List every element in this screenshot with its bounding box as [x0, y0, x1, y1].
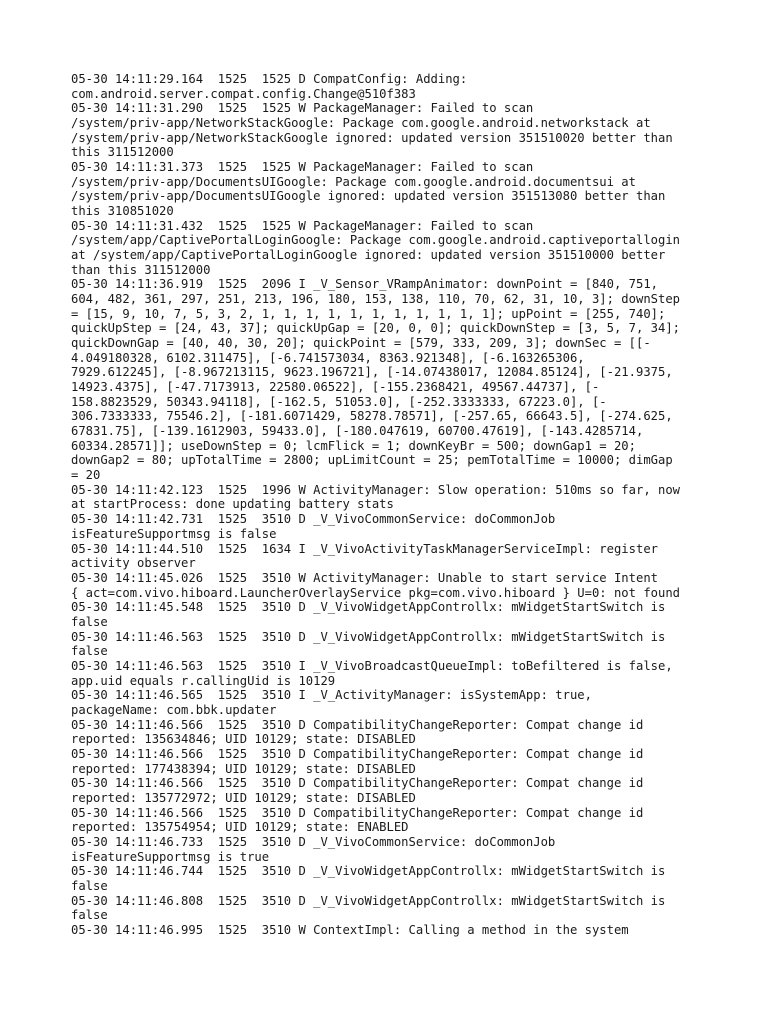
log-line: at /system/app/CaptivePortalLoginGoogle ignored: updated version 351510000 better: [71, 248, 666, 263]
log-line: /system/priv-app/DocumentsUIGoogle: Package com.google.android.documentsui at: [71, 174, 636, 189]
log-text-block: [71, 72, 711, 938]
log-line: quickDownGap = [40, 40, 30, 20]; quickPoint = [579, 333, 209, 3]; downSec = [[-: [71, 336, 651, 351]
log-line: quickUpStep = [24, 43, 37]; quickUpGap = [20, 0, 0]; quickDownStep = [3, 5, 7, 34];: [71, 321, 681, 336]
log-line: 05-30 14:11:46.563 1525 3510 D _V_VivoWidgetAppControllx: mWidgetStartSwitch is: [71, 629, 666, 644]
log-line: 05-30 14:11:31.290 1525 1525 W PackageManager: Failed to scan: [71, 101, 534, 116]
log-line: 05-30 14:11:46.563 1525 3510 I _V_VivoBroadcastQueueImpl: toBefiltered is false,: [71, 658, 673, 673]
log-line: 05-30 14:11:46.808 1525 3510 D _V_VivoWidgetAppControllx: mWidgetStartSwitch is: [71, 893, 666, 908]
log-line: app.uid equals r.callingUid is 10129: [71, 673, 336, 688]
log-line: /system/priv-app/NetworkStackGoogle: Package com.google.android.networkstack at: [71, 116, 651, 131]
log-line: 05-30 14:11:46.995 1525 3510 W ContextImpl: Calling a method in the system: [71, 922, 629, 937]
log-line: 158.8823529, 50343.94118], [-162.5, 51053.0], [-252.3333333, 67223.0], [-: [71, 394, 607, 409]
log-line: isFeatureSupportmsg is true: [71, 849, 270, 864]
log-line: 05-30 14:11:46.566 1525 3510 D CompatibilityChangeReporter: Compat change id: [71, 776, 644, 791]
log-line: false: [71, 614, 108, 629]
log-line: reported: 135634846; UID 10129; state: DISABLED: [71, 732, 416, 747]
log-line: 67831.75], [-139.1612903, 59433.0], [-180.047619, 60700.47619], [-143.4285714,: [71, 424, 644, 439]
log-line: 05-30 14:11:36.919 1525 2096 I _V_Sensor_VRampAnimator: downPoint = [840, 751,: [71, 277, 658, 292]
log-line: isFeatureSupportmsg is false: [71, 526, 277, 541]
log-line: /system/priv-app/NetworkStackGoogle ignored: updated version 351510020 better than: [71, 130, 673, 145]
log-line: this 310851020: [71, 204, 174, 219]
log-line: false: [71, 908, 108, 923]
log-line: downGap2 = 80; upTotalTime = 2800; upLimitCount = 25; pemTotalTime = 10000; dimGap: [71, 453, 673, 468]
log-line: 05-30 14:11:46.566 1525 3510 D CompatibilityChangeReporter: Compat change id: [71, 746, 644, 761]
log-line: packageName: com.bbk.updater: [71, 702, 277, 717]
log-line: reported: 135772972; UID 10129; state: DISABLED: [71, 790, 416, 805]
log-line: 05-30 14:11:31.432 1525 1525 W PackageManager: Failed to scan: [71, 218, 534, 233]
log-line: 05-30 14:11:42.731 1525 3510 D _V_VivoCommonService: doCommonJob: [71, 512, 556, 527]
log-line: 05-30 14:11:44.510 1525 1634 I _V_VivoActivityTaskManagerServiceImpl: register: [71, 541, 658, 556]
log-line: 604, 482, 361, 297, 251, 213, 196, 180, 153, 138, 110, 70, 62, 31, 10, 3]; downStep: [71, 292, 681, 307]
log-line: false: [71, 644, 108, 659]
log-line: activity observer: [71, 556, 196, 571]
log-line: this 311512000: [71, 145, 174, 160]
log-line: 05-30 14:11:46.566 1525 3510 D CompatibilityChangeReporter: Compat change id: [71, 717, 644, 732]
log-line: than this 311512000: [71, 262, 211, 277]
log-line: 7929.612245], [-8.967213115, 9623.196721], [-14.07438017, 12084.85124], [-21.9375,: [71, 365, 673, 380]
log-line: /system/app/CaptivePortalLoginGoogle: Package com.google.android.captiveportallogin: [71, 233, 681, 248]
log-line: = 20: [71, 468, 101, 483]
log-line: 05-30 14:11:45.548 1525 3510 D _V_VivoWidgetAppControllx: mWidgetStartSwitch is: [71, 600, 666, 615]
log-line: reported: 177438394; UID 10129; state: DISABLED: [71, 761, 416, 776]
log-line: 05-30 14:11:29.164 1525 1525 D CompatConfig: Adding:: [71, 72, 468, 86]
log-line: 05-30 14:11:46.566 1525 3510 D CompatibilityChangeReporter: Compat change id: [71, 805, 644, 820]
log-line: false: [71, 878, 108, 893]
log-line: 60334.28571]]; useDownStep = 0; lcmFlick = 1; downKeyBr = 500; downGap1 = 20;: [71, 438, 636, 453]
log-line: 306.7333333, 75546.2], [-181.6071429, 58278.78571], [-257.65, 66643.5], [-274.625,: [71, 409, 673, 424]
log-line: 4.049180328, 6102.311475], [-6.741573034, 8363.921348], [-6.163265306,: [71, 350, 585, 365]
log-line: = [15, 9, 10, 7, 5, 3, 2, 1, 1, 1, 1, 1, 1, 1, 1, 1, 1, 1]; upPoint = [255, 740];: [71, 306, 666, 321]
log-line: 05-30 14:11:45.026 1525 3510 W ActivityManager: Unable to start service Intent: [71, 570, 658, 585]
log-line: { act=com.vivo.hiboard.LauncherOverlayService pkg=com.vivo.hiboard } U=0: not found: [71, 585, 681, 600]
log-line: 05-30 14:11:46.744 1525 3510 D _V_VivoWidgetAppControllx: mWidgetStartSwitch is: [71, 864, 666, 879]
log-line: reported: 135754954; UID 10129; state: ENABLED: [71, 820, 409, 835]
log-line: 05-30 14:11:46.733 1525 3510 D _V_VivoCommonService: doCommonJob: [71, 834, 556, 849]
log-line: 05-30 14:11:46.565 1525 3510 I _V_ActivityManager: isSystemApp: true,: [71, 688, 592, 703]
log-line: at startProcess: done updating battery stats: [71, 497, 394, 512]
log-line: com.android.server.compat.config.Change@510f383: [71, 86, 416, 101]
log-line: 14923.4375], [-47.7173913, 22580.06522], [-155.2368421, 49567.44737], [-: [71, 380, 600, 395]
log-line: 05-30 14:11:31.373 1525 1525 W PackageManager: Failed to scan: [71, 160, 534, 175]
log-line: 05-30 14:11:42.123 1525 1996 W ActivityManager: Slow operation: 510ms so far, now: [71, 482, 681, 497]
log-line: /system/priv-app/DocumentsUIGoogle ignored: updated version 351513080 better than: [71, 189, 666, 204]
